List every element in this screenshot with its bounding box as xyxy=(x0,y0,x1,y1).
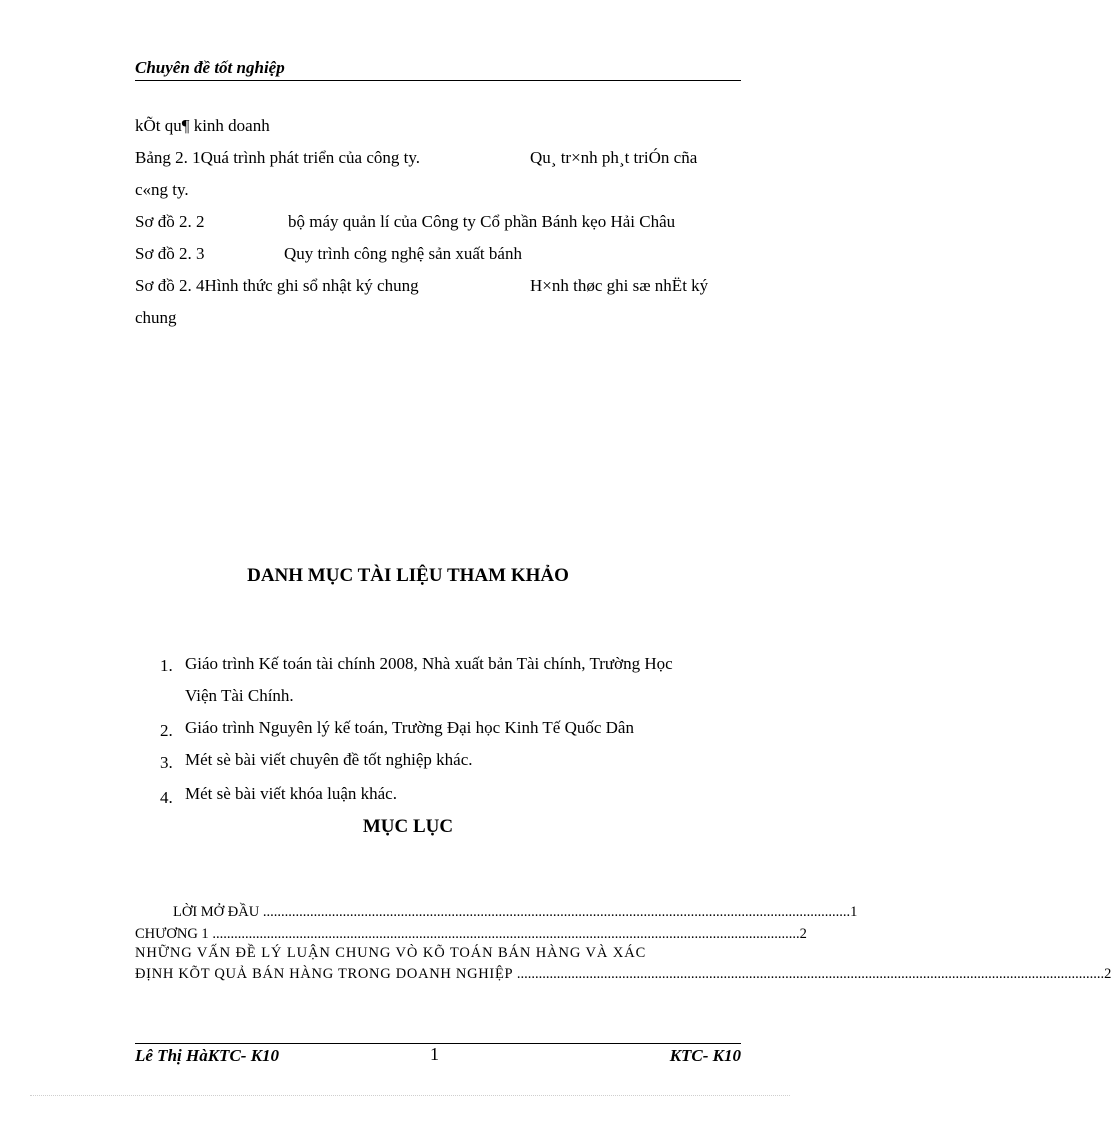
reference-number: 2. xyxy=(160,721,173,740)
body-line-legacy-font: Qu¸ tr×nh ph¸t triÓn cña xyxy=(530,148,698,167)
body-line: Quy trình công nghệ sản xuất bánh xyxy=(284,244,522,263)
toc-entry xyxy=(135,966,1111,983)
body-line: Sơ đồ 2. 4Hình thức ghi sổ nhật ký chung xyxy=(135,276,419,295)
footer-class: KTC- K10 xyxy=(669,1046,741,1065)
reference-text: Mét sè bài viết khóa luận khác. xyxy=(185,784,397,803)
body-line-legacy-font: H×nh thøc ghi sæ nhËt ký xyxy=(530,276,709,295)
reference-text: Giáo trình Nguyên lý kế toán, Trường Đại học Kinh Tế Quốc Dân xyxy=(185,718,634,737)
document-header-title: Chuyên đề tốt nghiệp xyxy=(135,58,285,77)
toc-entry-page: 2 xyxy=(1104,966,1111,982)
body-line: kÕt qu¶ kinh doanh xyxy=(135,116,270,135)
reference-number: 4. xyxy=(160,788,173,807)
toc-entry xyxy=(135,926,807,943)
footer-author: Lê Thị HàKTC- K10 xyxy=(135,1046,280,1065)
header-rule xyxy=(135,80,741,81)
reference-number: 3. xyxy=(160,753,173,772)
toc-entry xyxy=(135,945,741,962)
body-line: c«ng ty. xyxy=(135,180,189,199)
toc-heading: MỤC LỤC xyxy=(362,816,454,837)
reference-text: Giáo trình Kế toán tài chính 2008, Nhà xuất bản Tài chính, Trường Học xyxy=(185,654,673,673)
toc-leader-dots: .................................................................................................................................................................. xyxy=(208,926,800,942)
reference-text-continuation: Viện Tài Chính. xyxy=(185,686,294,705)
page-number: 1 xyxy=(430,1044,439,1064)
reference-number: 1. xyxy=(160,656,173,675)
toc-entry-page: 2 xyxy=(799,926,807,942)
page-bottom-border xyxy=(30,1095,790,1096)
reference-text: Mét sè bài viết chuyên đề tốt nghiệp khác. xyxy=(185,750,473,769)
toc-leader-dots: .................................................................................................................................................................. xyxy=(259,904,851,920)
references-heading: DANH MỤC TÀI LIỆU THAM KHẢO xyxy=(247,565,569,586)
body-line: Bảng 2. 1Quá trình phát triển của công ty. xyxy=(135,148,420,167)
toc-entry-page: 1 xyxy=(850,904,858,920)
body-line: bộ máy quản lí của Công ty Cổ phần Bánh kẹo Hải Châu xyxy=(288,212,676,231)
body-line: Sơ đồ 2. 3 xyxy=(135,244,205,263)
body-line: Sơ đồ 2. 2 xyxy=(135,212,205,231)
toc-leader-dots: .................................................................................................................................................................. xyxy=(513,966,1105,982)
toc-entry-label: NHỮNG VẤN ĐỀ LÝ LUẬN CHUNG VÒ KÕ TOÁN BÁN HÀNG VÀ XÁC xyxy=(135,945,647,961)
toc-entry xyxy=(135,904,858,921)
body-line: chung xyxy=(135,308,177,327)
toc-entry-label: ĐỊNH KÕT QUẢ BÁN HÀNG TRONG DOANH NGHIỆP xyxy=(135,966,514,982)
toc-entry-label: LỜI MỞ ĐẦU xyxy=(173,904,260,920)
toc-entry-label: CHƯƠNG 1 xyxy=(135,926,209,942)
